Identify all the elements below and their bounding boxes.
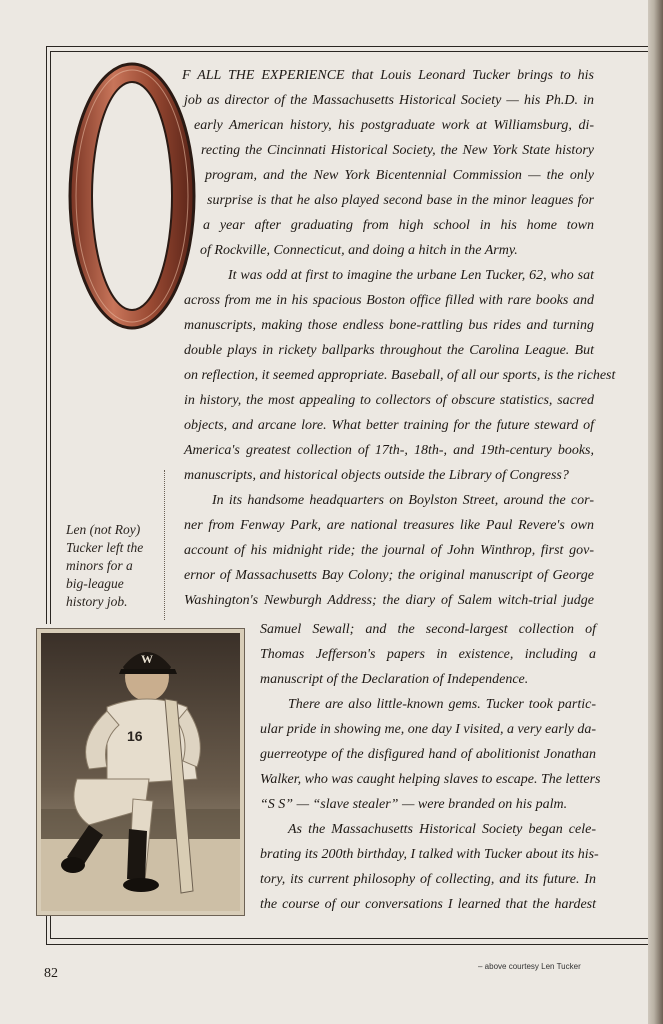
bottom-rule-inner — [50, 938, 656, 939]
article-line: across from me in his spacious Boston office filled with rare books and — [184, 293, 594, 308]
article-line: surprise is that he also played second base in the minor leagues for — [207, 193, 594, 208]
article-line: Washington's Newburgh Address; the diary of Salem witch-trial judge — [184, 593, 594, 608]
article-line: recting the Cincinnati Historical Society, the New York State history — [201, 143, 594, 158]
player-photo-image — [37, 629, 244, 915]
article-line: There are also little-known gems. Tucker took partic- — [288, 697, 596, 712]
article-line: Thomas Jefferson's papers in existence, including a — [260, 647, 596, 662]
cap-letter: W — [141, 652, 153, 666]
article-line: brating its 200th birthday, I talked with Tucker about its his- — [260, 847, 599, 862]
article-line: the course of our conversations I learned that the hardest — [260, 897, 596, 912]
photo-credit: – above courtesy Len Tucker — [478, 962, 581, 971]
article-line: America's greatest collection of 17th-, 18th-, and 19th-century books, — [184, 443, 594, 458]
article-line: F ALL THE EXPERIENCE that Louis Leonard Tucker brings to his — [182, 68, 594, 83]
adjacent-page-edge — [648, 0, 663, 1024]
article-line: ernor of Massachusetts Bay Colony; the original manuscript of George — [184, 568, 594, 583]
article-line: It was odd at first to imagine the urbane Len Tucker, 62, who sat — [228, 268, 594, 283]
left-rule-lower — [46, 914, 47, 945]
top-rule-inner — [50, 51, 656, 52]
article-line: As the Massachusetts Historical Society began cele- — [288, 822, 596, 837]
article-line: program, and the New York Bicentennial Commission — the only — [205, 168, 594, 183]
article-line: job as director of the Massachusetts Historical Society — his Ph.D. in — [184, 93, 594, 108]
jersey-number: 16 — [127, 728, 143, 744]
left-rule-lower-inner — [50, 914, 51, 939]
article-line: objects, and arcane lore. What better training for the future steward of — [184, 418, 594, 433]
article-line: Walker, who was caught helping slaves to escape. The letters — [260, 772, 601, 787]
baseball-player-photo — [36, 628, 245, 916]
article-line: manuscript of the Declaration of Independence. — [260, 672, 529, 687]
article-line: of Rockville, Connecticut, and doing a hitch in the Army. — [200, 243, 518, 258]
caption-line: minors for a — [66, 558, 133, 573]
article-line: on reflection, it seemed appropriate. Baseball, of all our sports, is the richest — [184, 368, 616, 383]
page-number: 82 — [44, 966, 58, 981]
article-line: a year after graduating from high school in his home town — [203, 218, 594, 233]
caption-line: big-league — [66, 576, 124, 591]
bottom-rule-outer — [46, 944, 656, 945]
article-line: “S S” — “slave stealer” — were branded on his palm. — [260, 797, 568, 812]
caption-line: history job. — [66, 594, 128, 609]
article-line: manuscripts, making those endless bone-rattling bus rides and turning — [184, 318, 594, 333]
article-line: In its handsome headquarters on Boylston Street, around the cor- — [212, 493, 594, 508]
top-rule-outer — [46, 46, 656, 47]
article-line: account of his midnight ride; the journal of John Winthrop, first gov- — [184, 543, 594, 558]
article-line: Samuel Sewall; and the second-largest collection of — [260, 622, 596, 637]
article-line: ular pride in showing me, one day I visited, a very early da- — [260, 722, 596, 737]
article-line: tory, its current philosophy of collecting, and its future. In — [260, 872, 596, 887]
article-line: early American history, his postgraduate work at Williamsburg, di- — [194, 118, 594, 133]
caption-line: Tucker left the — [66, 540, 144, 555]
article-line: ner from Fenway Park, are national treasures like Paul Revere's own — [184, 518, 594, 533]
drop-cap-o — [66, 60, 198, 332]
left-rule-inner — [50, 51, 51, 624]
article-line: in history, the most appealing to collectors of obscure statistics, sacred — [184, 393, 594, 408]
article-line: guerreotype of the disfigured hand of abolitionist Jonathan — [260, 747, 596, 762]
left-rule-outer — [46, 46, 47, 624]
caption-line: Len (not Roy) — [66, 522, 141, 537]
article-line: double plays in rickety ballparks throughout the Carolina League. But — [184, 343, 594, 358]
caption-dotted-divider — [164, 470, 165, 620]
article-line: manuscripts, and historical objects outside the Library of Congress? — [184, 468, 569, 483]
